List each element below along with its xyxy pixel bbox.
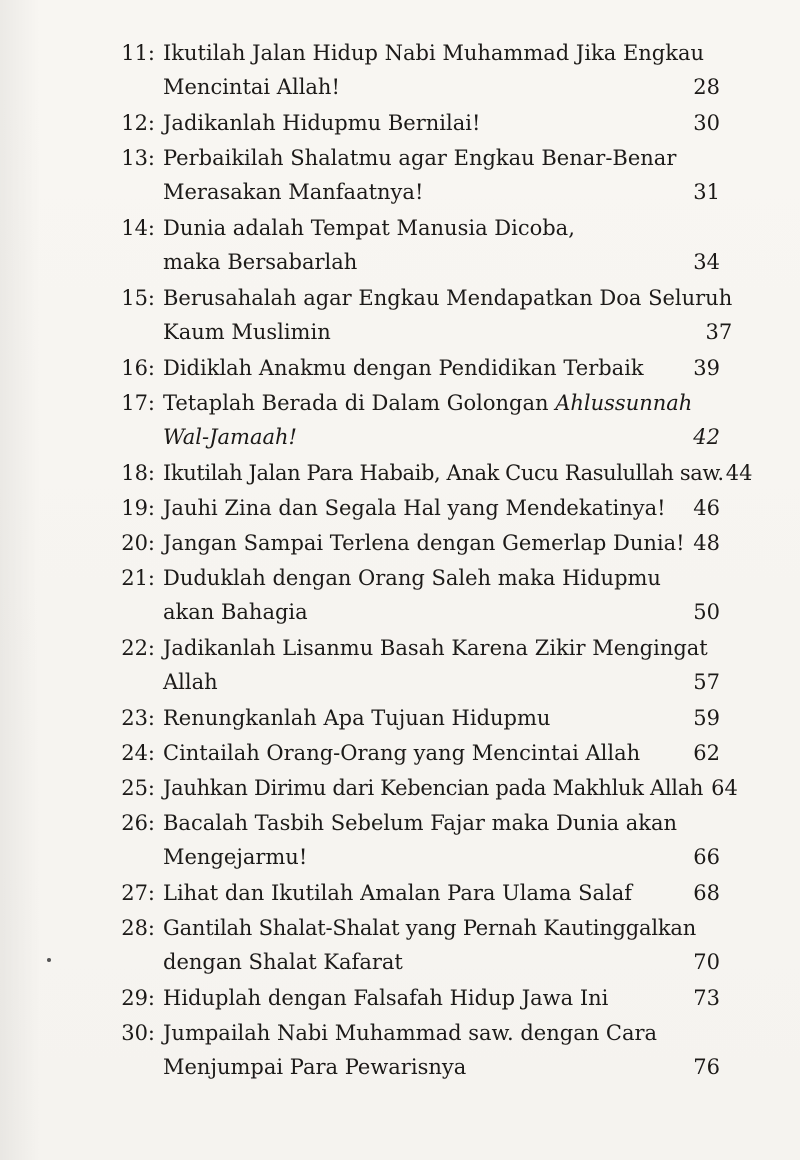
chapter-title: Jauhkan Dirimu dari Kebencian pada Makhluk Allah: [163, 776, 704, 800]
page-number: 37: [705, 320, 733, 344]
entry-body: [163, 701, 720, 735]
toc-entry[interactable]: [100, 806, 720, 874]
chapter-title: Jadikanlah Hidupmu Bernilai!: [163, 111, 481, 135]
toc-entry[interactable]: [100, 771, 738, 805]
entry-body: [163, 281, 732, 349]
chapter-title-cont: Menjumpai Para Pewarisnya: [163, 1055, 467, 1079]
chapter-number: 24:: [121, 741, 155, 765]
chapter-number: 23:: [121, 706, 155, 730]
entry-body: [163, 36, 720, 104]
entry-body: [163, 876, 720, 910]
toc-entry[interactable]: [100, 911, 720, 979]
chapter-number: 22:: [121, 636, 155, 660]
chapter-number: 13:: [121, 146, 155, 170]
entry-body: [163, 561, 720, 629]
page-number: 64: [711, 776, 738, 800]
page-number: 76: [693, 1055, 720, 1079]
chapter-title: Jauhi Zina dan Segala Hal yang Mendekatinya!: [163, 496, 666, 520]
page-number: 42: [693, 425, 720, 449]
chapter-number: 11:: [121, 41, 155, 65]
chapter-title: Hiduplah dengan Falsafah Hidup Jawa Ini: [163, 986, 609, 1010]
entry-body: [163, 771, 738, 805]
chapter-title-cont: Mengejarmu!: [163, 845, 308, 869]
page-number: 39: [693, 356, 720, 380]
page-number: 73: [693, 986, 720, 1010]
entry-body: [163, 106, 720, 140]
page-number: 34: [693, 250, 720, 274]
chapter-title: Cintailah Orang-Orang yang Mencintai Allah: [163, 741, 641, 765]
page-number: 66: [693, 845, 720, 869]
chapter-title-cont: Mencintai Allah!: [163, 75, 340, 99]
ink-speck: [47, 958, 51, 962]
table-of-contents: [100, 36, 753, 1086]
toc-entry[interactable]: [100, 1016, 720, 1084]
chapter-title: Ikutilah Jalan Para Habaib, Anak Cucu Rasulullah saw.: [163, 461, 724, 485]
chapter-title-cont: Merasakan Manfaatnya!: [163, 180, 424, 204]
toc-entry[interactable]: [100, 736, 720, 770]
page-number: 62: [693, 741, 720, 765]
page-number: 59: [693, 706, 720, 730]
chapter-title: Renungkanlah Apa Tujuan Hidupmu: [163, 706, 551, 730]
page-number: 30: [693, 111, 720, 135]
toc-entry[interactable]: [100, 351, 720, 385]
entry-body: [163, 491, 720, 525]
chapter-title: Dunia adalah Tempat Manusia Dicoba,: [163, 216, 575, 240]
entry-body: [163, 1016, 720, 1084]
chapter-title: Ikutilah Jalan Hidup Nabi Muhammad Jika Engkau: [163, 41, 705, 65]
page-number: 68: [693, 881, 720, 905]
chapter-title: Lihat dan Ikutilah Amalan Para Ulama Salaf: [163, 881, 633, 905]
entry-body: [163, 911, 720, 979]
toc-entry[interactable]: [100, 106, 720, 140]
chapter-title: Duduklah dengan Orang Saleh maka Hidupmu: [163, 566, 661, 590]
entry-body: [163, 736, 720, 770]
entry-body: [163, 456, 752, 490]
toc-entry[interactable]: [100, 701, 720, 735]
page-number: 50: [693, 600, 720, 624]
chapter-title: Gantilah Shalat-Shalat yang Pernah Kautinggalkan: [163, 916, 697, 940]
chapter-title: Berusahalah agar Engkau Mendapatkan Doa Seluruh: [163, 286, 733, 310]
page-number: 28: [693, 75, 720, 99]
toc-entry[interactable]: [100, 281, 733, 349]
chapter-title-cont: akan Bahagia: [163, 600, 308, 624]
toc-entry[interactable]: [100, 526, 720, 560]
toc-entry[interactable]: [100, 876, 720, 910]
chapter-title-wrap: [163, 386, 720, 420]
chapter-number: 28:: [121, 916, 155, 940]
chapter-number: 26:: [121, 811, 155, 835]
toc-entry[interactable]: [100, 36, 720, 104]
entry-body: [163, 526, 720, 560]
chapter-number: 14:: [121, 216, 155, 240]
chapter-title-italic: Ahlussunnah: [555, 391, 693, 415]
toc-entry[interactable]: [100, 386, 720, 454]
chapter-number: 18:: [121, 461, 155, 485]
entry-body: [163, 351, 720, 385]
toc-entry[interactable]: [100, 491, 720, 525]
chapter-number: 21:: [121, 566, 155, 590]
chapter-title: Tetaplah Berada di Dalam Golongan: [163, 391, 549, 415]
chapter-number: 12:: [121, 111, 155, 135]
chapter-number: 15:: [121, 286, 155, 310]
page-number: 70: [693, 950, 720, 974]
entry-body: [163, 211, 720, 279]
chapter-title-cont: Allah: [163, 670, 218, 694]
chapter-number: 29:: [121, 986, 155, 1010]
entry-body: [163, 141, 720, 209]
entry-body: [163, 631, 720, 699]
toc-entry[interactable]: [100, 456, 753, 490]
chapter-number: 20:: [121, 531, 155, 555]
entry-body: [163, 806, 720, 874]
chapter-number: 25:: [121, 776, 155, 800]
entry-body: [163, 981, 720, 1015]
toc-entry[interactable]: [100, 981, 720, 1015]
chapter-title: Perbaikilah Shalatmu agar Engkau Benar-Benar: [163, 146, 677, 170]
chapter-title-cont: maka Bersabarlah: [163, 250, 358, 274]
chapter-title-cont: Kaum Muslimin: [163, 320, 331, 344]
page-number: 46: [693, 496, 720, 520]
chapter-title-cont-italic: Wal-Jamaah!: [163, 425, 297, 449]
toc-entry[interactable]: [100, 211, 720, 279]
page-number: 31: [693, 180, 720, 204]
page-number: 44: [725, 461, 753, 485]
toc-entry[interactable]: [100, 561, 720, 629]
chapter-title: Jangan Sampai Terlena dengan Gemerlap Dunia!: [163, 531, 685, 555]
chapter-title-cont: dengan Shalat Kafarat: [163, 950, 403, 974]
page-number: 57: [693, 670, 720, 694]
chapter-number: 17:: [121, 391, 155, 415]
toc-entry[interactable]: [100, 631, 720, 699]
chapter-number: 27:: [121, 881, 155, 905]
chapter-number: 19:: [121, 496, 155, 520]
toc-entry[interactable]: [100, 141, 720, 209]
chapter-number: 30:: [121, 1021, 155, 1045]
page-number: 48: [693, 531, 720, 555]
chapter-title: Jumpailah Nabi Muhammad saw. dengan Cara: [163, 1021, 658, 1045]
entry-body: [163, 386, 720, 454]
chapter-title: Bacalah Tasbih Sebelum Fajar maka Dunia akan: [163, 811, 678, 835]
chapter-title: Didiklah Anakmu dengan Pendidikan Terbaik: [163, 356, 644, 380]
chapter-number: 16:: [121, 356, 155, 380]
chapter-title: Jadikanlah Lisanmu Basah Karena Zikir Mengingat: [163, 636, 708, 660]
